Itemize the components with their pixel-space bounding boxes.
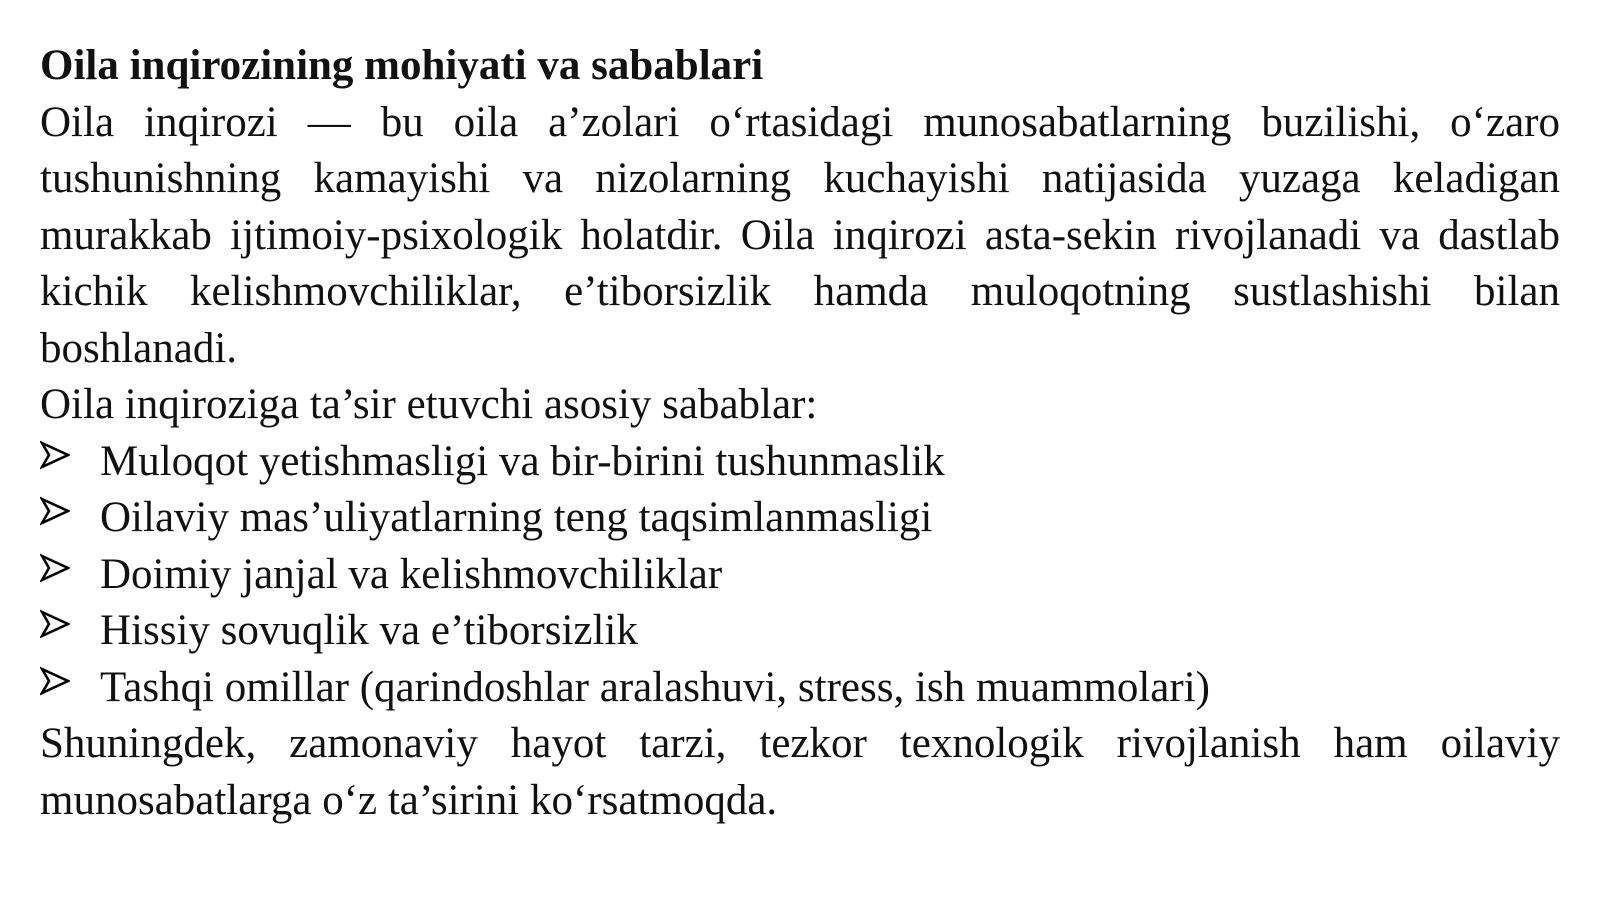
list-item-text: Oilaviy mas’uliyatlarning teng taqsimlanmasligi	[100, 494, 933, 541]
list-item	[40, 547, 1560, 604]
list-item	[40, 490, 1560, 547]
causes-list	[40, 434, 1560, 717]
closing-paragraph: Shuningdek, zamonaviy hayot tarzi, tezkor texnologik rivojlanish ham oilaviy munosabatlarga o‘z ta’sirini ko‘rsatmoqda.	[40, 720, 1560, 824]
causes-intro: Oila inqiroziga ta’sir etuvchi asosiy sabablar:	[40, 381, 818, 428]
list-item	[40, 603, 1560, 660]
arrowhead-bullet-icon	[40, 660, 100, 717]
arrowhead-bullet-icon	[40, 547, 100, 604]
slide-content	[40, 38, 1560, 829]
list-item	[40, 660, 1560, 717]
list-item-text: Tashqi omillar (qarindoshlar aralashuvi, stress, ish muammolari)	[100, 663, 1210, 711]
definition-paragraph: Oila inqirozi — bu oila a’zolari o‘rtasidagi munosabatlarning buzilishi, o‘zaro tushunishning kamayishi va nizolarning kuchayishi natijasida yuzaga keladigan murakkab ijtimoiy-psixologik holatdir. Oila inqirozi asta-sekin rivojlanadi va dastlab kichik kelishmovchiliklar, e’tiborsizlik hamda muloqotning sustlashishi bilan boshlanadi.	[40, 98, 1560, 372]
list-item-text: Hissiy sovuqlik va e’tiborsizlik	[100, 607, 638, 654]
list-item	[40, 434, 1560, 491]
slide-title: Oila inqirozining mohiyati va sabablari	[40, 42, 764, 89]
arrowhead-bullet-icon	[40, 603, 100, 660]
arrowhead-bullet-icon	[40, 434, 100, 491]
list-item-text: Doimiy janjal va kelishmovchiliklar	[100, 550, 723, 598]
list-item-text: Muloqot yetishmasligi va bir-birini tushunmaslik	[100, 437, 945, 485]
arrowhead-bullet-icon	[40, 490, 100, 547]
